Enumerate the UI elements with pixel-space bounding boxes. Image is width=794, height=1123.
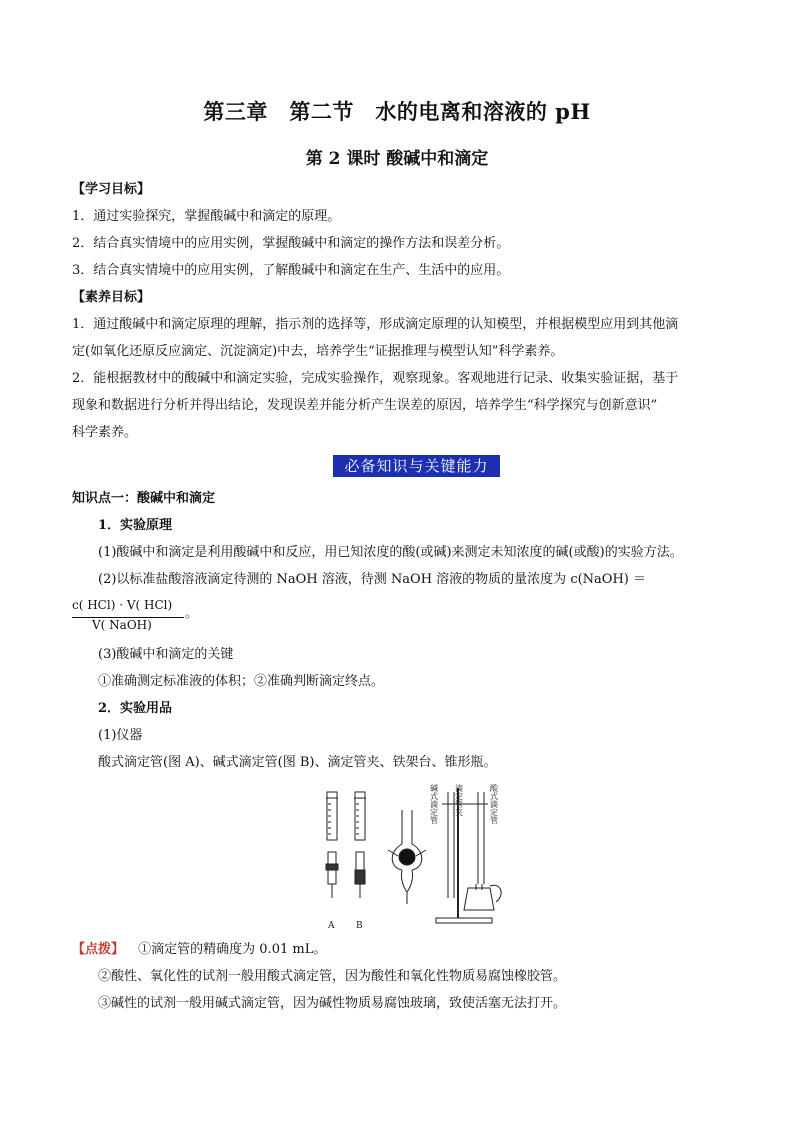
label-a: A: [328, 921, 335, 931]
principle-p3a: ①准确测定标准液的体积；②准确判断滴定终点。: [98, 674, 385, 689]
supplies-title: 2．实验用品: [98, 701, 173, 716]
learning-goals-heading: 【学习目标】: [72, 182, 151, 197]
instruments-subtitle: (1)仪器: [98, 728, 143, 743]
tip-1-row: [72, 940, 722, 960]
literacy-line-3: 2．能根据教材中的酸碱中和滴定实验，完成实验操作，观察现象。客观地进行记录、收集实验证据，基于: [72, 371, 679, 386]
section-banner: 必备知识与关键能力: [333, 455, 500, 477]
page-subtitle: 第 2 课时 酸碱中和滴定: [305, 149, 489, 169]
principle-title: 1．实验原理: [98, 518, 173, 533]
tip-2: ②酸性、氧化性的试剂一般用酸式滴定管，因为酸性和氧化性物质易腐蚀橡胶管。: [98, 969, 567, 984]
label-clamp: 滴定管夹: [454, 784, 464, 816]
base-burette-drawing: [354, 792, 366, 898]
label-acid-burette: 酸式滴定管: [489, 784, 499, 824]
tip-3: ③碱性的试剂一般用碱式滴定管，因为碱性物质易腐蚀玻璃，致使活塞无法打开。: [98, 996, 567, 1011]
learning-goal-1: 1．通过实验探究，掌握酸碱中和滴定的原理。: [72, 209, 341, 224]
formula-denominator: V( NaOH): [92, 618, 152, 632]
instruments-list: 酸式滴定管(图 A)、碱式滴定管(图 B)、滴定管夹、铁架台、锥形瓶。: [98, 755, 497, 770]
label-base-burette: 碱式滴定管: [429, 784, 439, 824]
tip-1: ①滴定管的精确度为 0.01 mL。: [138, 942, 327, 957]
literacy-goals-heading: 【素养目标】: [72, 290, 151, 305]
literacy-line-1: 1．通过酸碱中和滴定原理的理解，指示剂的选择等，形成滴定原理的认知模型，并根据模型应用到其他滴: [72, 317, 679, 332]
principle-p1: (1)酸碱中和滴定是利用酸碱中和反应，用已知浓度的酸(或碱)来测定未知浓度的碱(或酸)的实验方法。: [98, 545, 683, 560]
principle-p2: (2)以标准盐酸溶液滴定待测的 NaOH 溶液，待测 NaOH 溶液的物质的量浓度为 c(NaOH) ＝: [98, 572, 646, 587]
learning-goal-3: 3．结合真实情境中的应用实例，了解酸碱中和滴定在生产、生活中的应用。: [72, 263, 510, 278]
learning-goal-2: 2．结合真实情境中的应用实例，掌握酸碱中和滴定的操作方法和误差分析。: [72, 236, 510, 251]
literacy-line-2: 定(如氧化还原反应滴定、沉淀滴定)中去，培养学生“证据推理与模型认知”科学素养。: [72, 344, 564, 359]
page-title: 第三章 第二节 水的电离和溶液的 pH: [203, 99, 591, 124]
label-b: B: [356, 921, 363, 931]
principle-p3: (3)酸碱中和滴定的关键: [98, 647, 234, 662]
acid-burette-drawing: [326, 792, 338, 898]
rubber-tube-detail-drawing: [388, 810, 426, 904]
literacy-line-5: 科学素养。: [72, 425, 138, 440]
formula-numerator: c( HCl) · V( HCl): [72, 598, 173, 612]
knowledge-heading: 知识点一：酸碱中和滴定: [72, 491, 216, 506]
literacy-line-4: 现象和数据进行分析并得出结论，发现误差并能分析产生误差的原因，培养学生“科学探究与创新意识”: [72, 398, 658, 413]
titration-apparatus-figure: [318, 780, 518, 932]
formula-end-punct: 。: [185, 606, 198, 620]
tip-tag: 【点拨】: [72, 942, 125, 957]
